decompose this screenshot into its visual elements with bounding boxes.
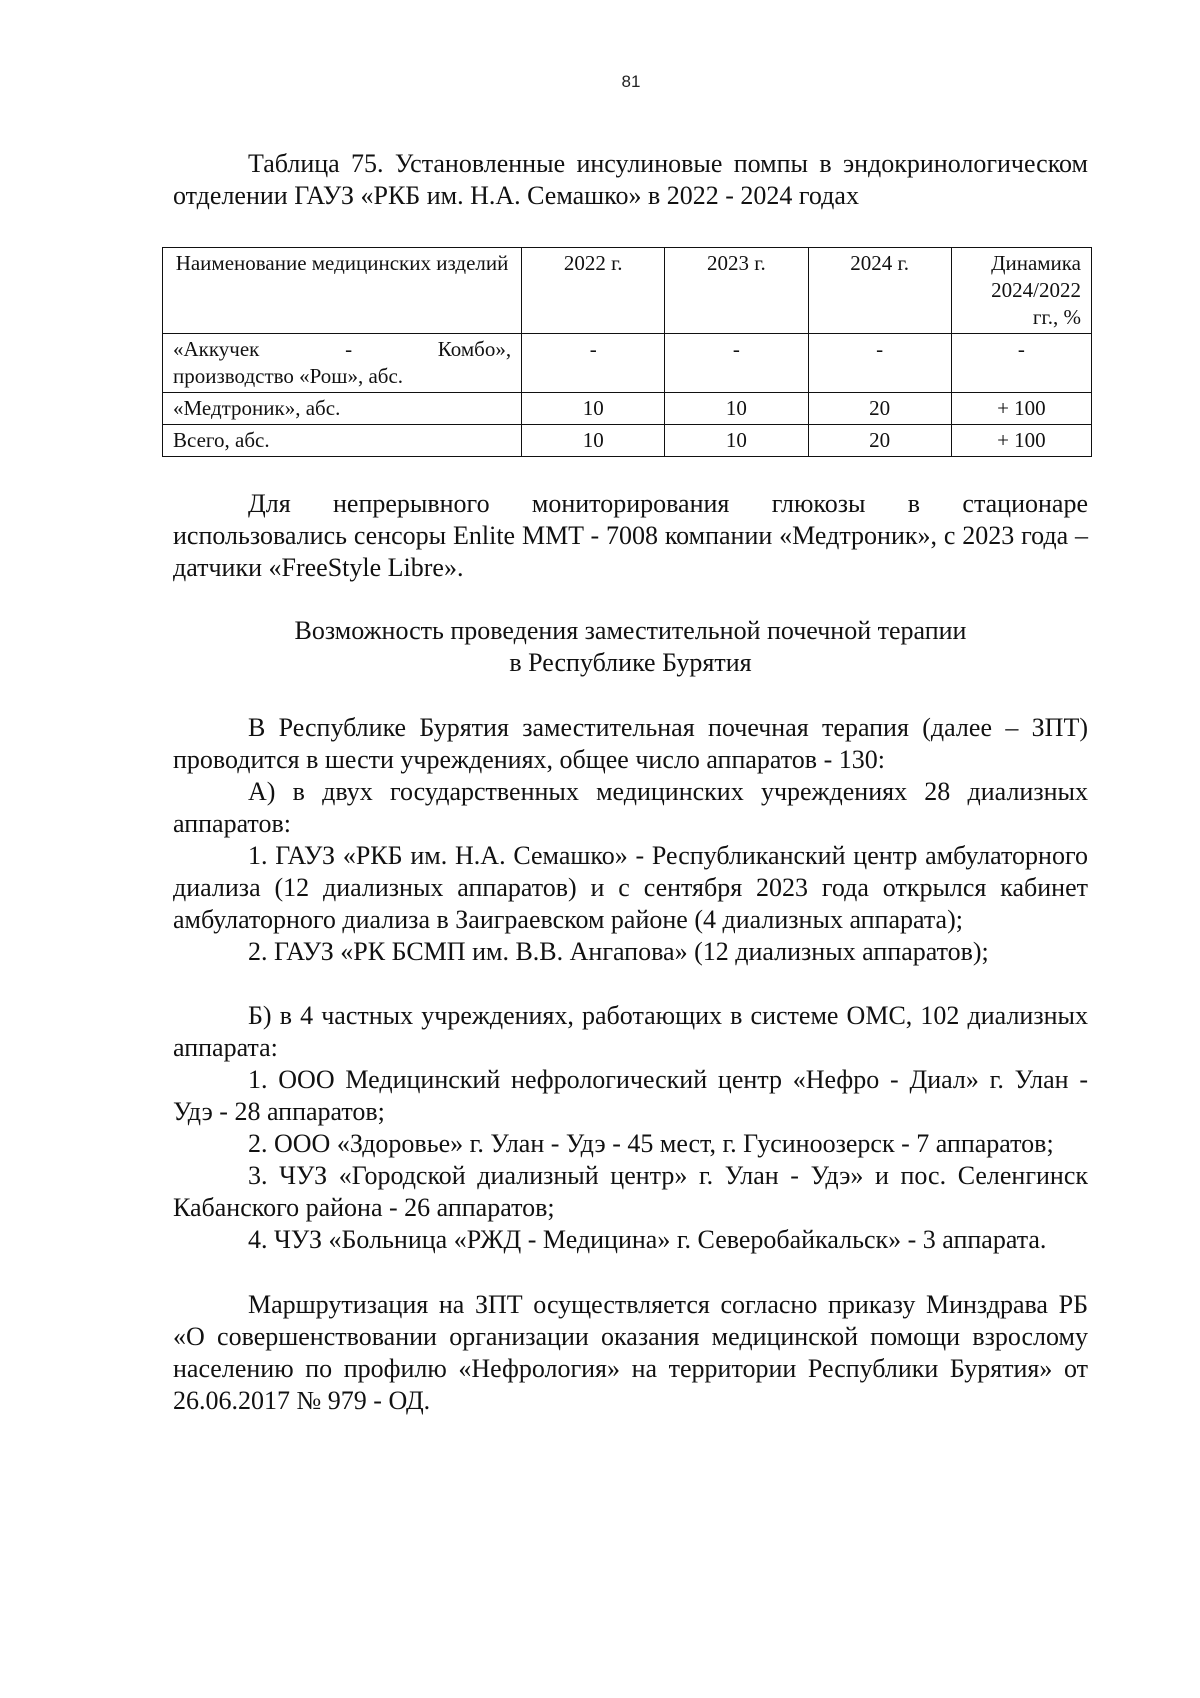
row-accu-chek-name xyxy=(163,334,522,393)
section-title-line1: Возможность проведения заместительной почечной терапии xyxy=(294,616,967,645)
table-caption: Таблица 75. Установленные инсулиновые помпы в эндокринологическом отделении ГАУЗ «РКБ им. Н.А. Семашко» в 2022 - 2024 годах xyxy=(173,149,1088,210)
header-2022: 2022 г. xyxy=(522,248,665,334)
row-accu-chek-name-line1: «Аккучек - Комбо», xyxy=(173,337,512,361)
table-row xyxy=(163,393,1092,425)
cell-value: - xyxy=(808,334,951,393)
paragraph-private-institutions: Б) в 4 частных учреждениях, работающих в системе ОМС, 102 диализных аппарата: xyxy=(173,1001,1088,1062)
cell-value: 20 xyxy=(808,425,951,457)
cell-value: 10 xyxy=(522,393,665,425)
insulin-pumps-table xyxy=(162,247,1092,457)
page-number: 81 xyxy=(621,72,641,91)
page-content xyxy=(173,148,1088,1417)
table-row xyxy=(163,334,1092,393)
row-accu-chek-name-line2: производство «Рош», абс. xyxy=(173,364,404,388)
list-item: 3. ЧУЗ «Городской диализный центр» г. Улан - Удэ» и пос. Селенгинск Кабанского района - 26 аппаратов; xyxy=(173,1161,1088,1222)
paragraph-glucose-monitoring: Для непрерывного мониторирования глюкозы в стационаре использовались сенсоры Enlite MMT - 7008 компании «Медтроник», с 2023 года – датчики «FreeStyle Libre». xyxy=(173,489,1088,582)
row-medtronic-name: «Медтроник», абс. xyxy=(163,393,522,425)
cell-value: - xyxy=(665,334,808,393)
paragraph-state-institutions: А) в двух государственных медицинских учреждениях 28 диализных аппаратов: xyxy=(173,777,1088,838)
cell-value: 10 xyxy=(665,393,808,425)
header-2024: 2024 г. xyxy=(808,248,951,334)
cell-value: 10 xyxy=(665,425,808,457)
list-item: 2. ООО «Здоровье» г. Улан - Удэ - 45 мест, г. Гусиноозерск - 7 аппаратов; xyxy=(248,1129,1054,1158)
header-device-name: Наименование медицинских изделий xyxy=(163,248,522,334)
paragraph-routing: Маршрутизация на ЗПТ осуществляется согласно приказу Минздрава РБ «О совершенствовании организации оказания медицинской помощи взрослому населению по профилю «Нефрология» на территории Республики Бурятия» от 26.06.2017 № 979 - ОД. xyxy=(173,1290,1088,1415)
cell-dynamics: + 100 xyxy=(951,425,1091,457)
cell-dynamics: - xyxy=(951,334,1091,393)
cell-value: - xyxy=(522,334,665,393)
section-title-line2: в Республике Бурятия xyxy=(509,648,752,677)
paragraph-zpt-intro: В Республике Бурятия заместительная почечная терапия (далее – ЗПТ) проводится в шести учреждениях, общее число аппаратов - 130: xyxy=(173,713,1088,774)
list-item: 2. ГАУЗ «РК БСМП им. В.В. Ангапова» (12 диализных аппаратов); xyxy=(248,937,989,966)
table-header-row xyxy=(163,248,1092,334)
header-dynamics: Динамика 2024/2022 гг., % xyxy=(951,248,1091,334)
row-total-name: Всего, абс. xyxy=(163,425,522,457)
list-item: 1. ООО Медицинский нефрологический центр «Нефро - Диал» г. Улан - Удэ - 28 аппаратов; xyxy=(173,1065,1088,1126)
table-row xyxy=(163,425,1092,457)
cell-value: 20 xyxy=(808,393,951,425)
header-2023: 2023 г. xyxy=(665,248,808,334)
cell-value: 10 xyxy=(522,425,665,457)
list-item: 4. ЧУЗ «Больница «РЖД - Медицина» г. Северобайкальск» - 3 аппарата. xyxy=(248,1225,1047,1254)
list-item: 1. ГАУЗ «РКБ им. Н.А. Семашко» - Республиканский центр амбулаторного диализа (12 диализных аппаратов) и с сентября 2023 года открылся кабинет амбулаторного диализа в Заиграевском районе (4 диализных аппарата); xyxy=(173,841,1088,934)
cell-dynamics: + 100 xyxy=(951,393,1091,425)
